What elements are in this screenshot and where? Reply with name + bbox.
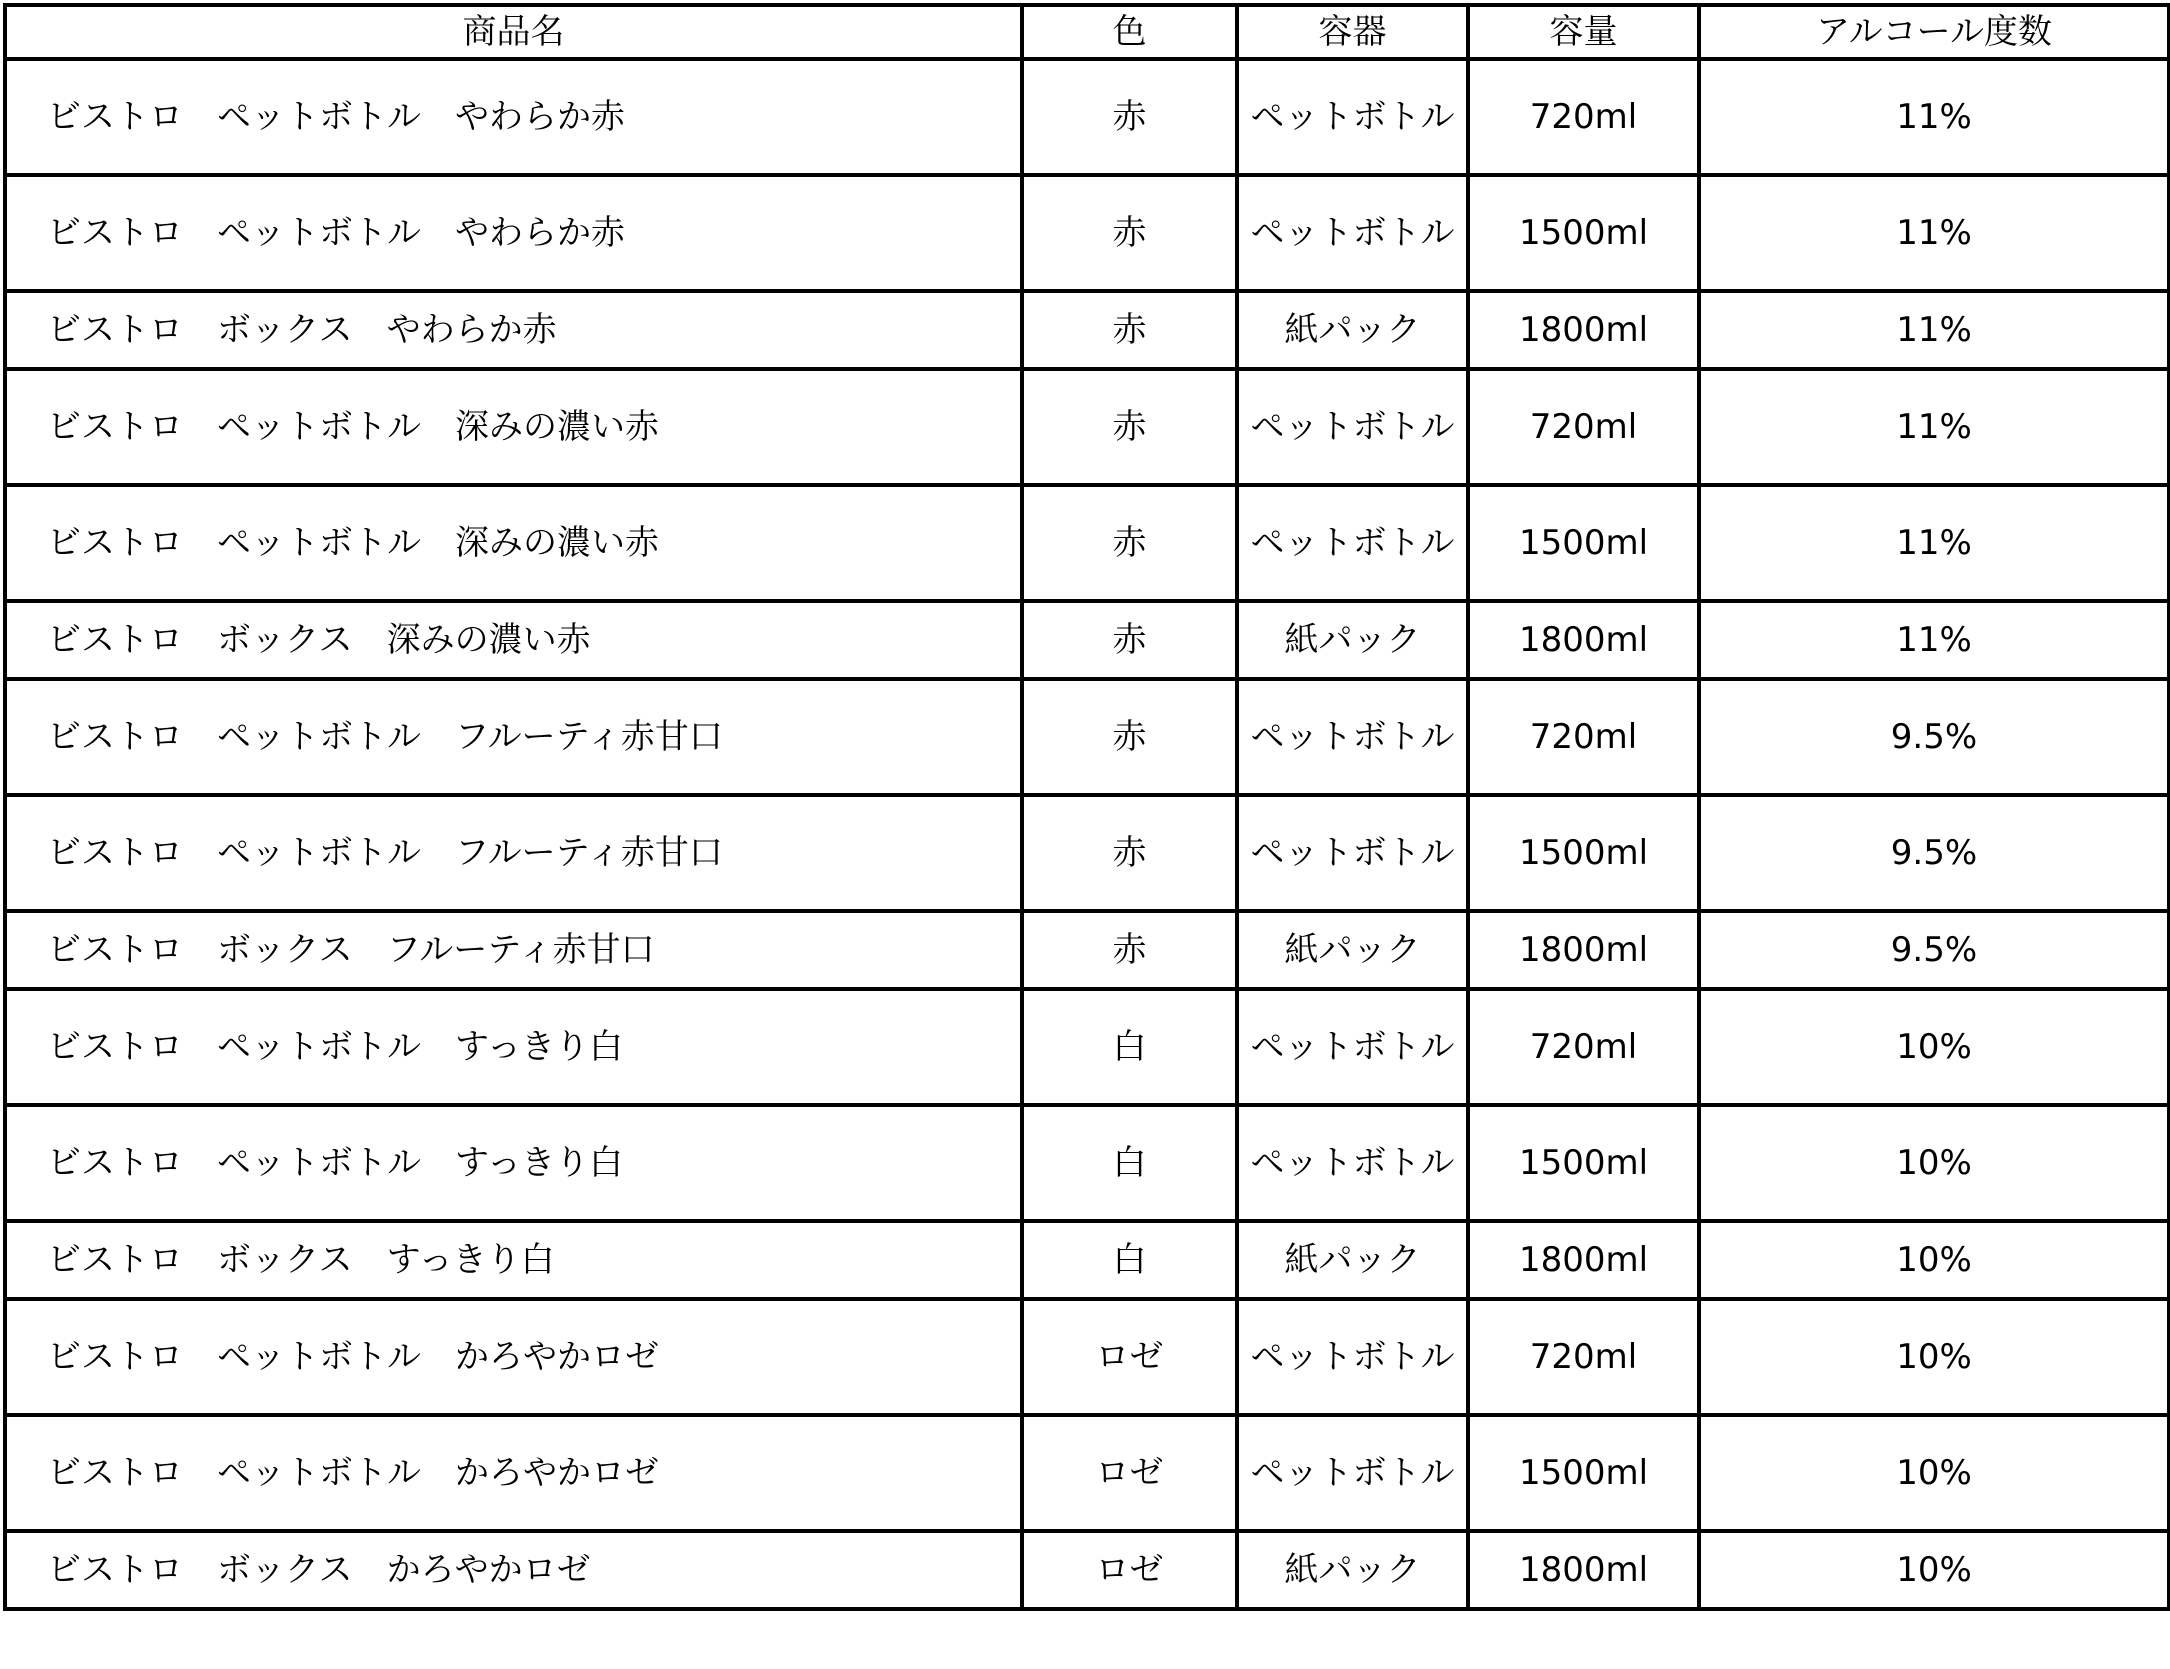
alcohol-cell: 10%	[1699, 1299, 2169, 1415]
color-cell: 赤	[1022, 369, 1237, 485]
table-row	[5, 59, 2169, 175]
product-name-cell: ビストロ ペットボトル すっきり白	[5, 1105, 1022, 1221]
alcohol-cell: 10%	[1699, 1221, 2169, 1299]
container-cell: ペットボトル	[1237, 175, 1468, 291]
container-cell: ペットボトル	[1237, 369, 1468, 485]
volume-cell: 1800ml	[1468, 1221, 1699, 1299]
container-cell: ペットボトル	[1237, 59, 1468, 175]
color-cell: 赤	[1022, 175, 1237, 291]
product-name-cell: ビストロ ボックス 深みの濃い赤	[5, 601, 1022, 679]
volume-cell: 1500ml	[1468, 795, 1699, 911]
product-name-cell: ビストロ ペットボトル かろやかロゼ	[5, 1415, 1022, 1531]
volume-cell: 1500ml	[1468, 175, 1699, 291]
color-cell: 赤	[1022, 59, 1237, 175]
product-name-cell: ビストロ ペットボトル やわらか赤	[5, 175, 1022, 291]
table-row	[5, 989, 2169, 1105]
volume-cell: 720ml	[1468, 989, 1699, 1105]
color-cell: ロゼ	[1022, 1531, 1237, 1609]
header-color: 色	[1022, 5, 1237, 59]
header-alcohol: アルコール度数	[1699, 5, 2169, 59]
header-product-name: 商品名	[5, 5, 1022, 59]
container-cell: 紙パック	[1237, 601, 1468, 679]
alcohol-cell: 11%	[1699, 59, 2169, 175]
table-row	[5, 485, 2169, 601]
volume-cell: 1500ml	[1468, 485, 1699, 601]
product-name-cell: ビストロ ボックス かろやかロゼ	[5, 1531, 1022, 1609]
table-row	[5, 601, 2169, 679]
product-table	[3, 3, 2170, 1611]
table-row	[5, 1221, 2169, 1299]
alcohol-cell: 9.5%	[1699, 795, 2169, 911]
alcohol-cell: 11%	[1699, 601, 2169, 679]
table-row	[5, 795, 2169, 911]
color-cell: 白	[1022, 989, 1237, 1105]
color-cell: 赤	[1022, 795, 1237, 911]
product-name-cell: ビストロ ペットボトル フルーティ赤甘口	[5, 679, 1022, 795]
product-name-cell: ビストロ ボックス やわらか赤	[5, 291, 1022, 369]
table-row	[5, 1531, 2169, 1609]
container-cell: ペットボトル	[1237, 1105, 1468, 1221]
alcohol-cell: 11%	[1699, 291, 2169, 369]
color-cell: ロゼ	[1022, 1415, 1237, 1531]
volume-cell: 1800ml	[1468, 291, 1699, 369]
alcohol-cell: 10%	[1699, 1531, 2169, 1609]
volume-cell: 720ml	[1468, 679, 1699, 795]
volume-cell: 1800ml	[1468, 1531, 1699, 1609]
table-row	[5, 1415, 2169, 1531]
alcohol-cell: 11%	[1699, 485, 2169, 601]
container-cell: ペットボトル	[1237, 679, 1468, 795]
volume-cell: 1800ml	[1468, 601, 1699, 679]
header-container: 容器	[1237, 5, 1468, 59]
volume-cell: 720ml	[1468, 59, 1699, 175]
container-cell: ペットボトル	[1237, 1299, 1468, 1415]
container-cell: ペットボトル	[1237, 1415, 1468, 1531]
container-cell: 紙パック	[1237, 1221, 1468, 1299]
table-row	[5, 369, 2169, 485]
color-cell: 赤	[1022, 679, 1237, 795]
product-name-cell: ビストロ ボックス すっきり白	[5, 1221, 1022, 1299]
product-name-cell: ビストロ ペットボトル かろやかロゼ	[5, 1299, 1022, 1415]
table-row	[5, 291, 2169, 369]
container-cell: ペットボトル	[1237, 485, 1468, 601]
volume-cell: 1800ml	[1468, 911, 1699, 989]
container-cell: 紙パック	[1237, 291, 1468, 369]
alcohol-cell: 10%	[1699, 989, 2169, 1105]
container-cell: 紙パック	[1237, 1531, 1468, 1609]
table-row	[5, 1299, 2169, 1415]
color-cell: 赤	[1022, 485, 1237, 601]
product-name-cell: ビストロ ペットボトル 深みの濃い赤	[5, 485, 1022, 601]
volume-cell: 1500ml	[1468, 1105, 1699, 1221]
table-row	[5, 1105, 2169, 1221]
table-row	[5, 679, 2169, 795]
container-cell: ペットボトル	[1237, 795, 1468, 911]
volume-cell: 1500ml	[1468, 1415, 1699, 1531]
product-name-cell: ビストロ ペットボトル やわらか赤	[5, 59, 1022, 175]
color-cell: ロゼ	[1022, 1299, 1237, 1415]
table-row	[5, 911, 2169, 989]
product-name-cell: ビストロ ペットボトル 深みの濃い赤	[5, 369, 1022, 485]
volume-cell: 720ml	[1468, 369, 1699, 485]
alcohol-cell: 10%	[1699, 1415, 2169, 1531]
header-volume: 容量	[1468, 5, 1699, 59]
product-name-cell: ビストロ ボックス フルーティ赤甘口	[5, 911, 1022, 989]
color-cell: 赤	[1022, 601, 1237, 679]
alcohol-cell: 10%	[1699, 1105, 2169, 1221]
table-row	[5, 175, 2169, 291]
alcohol-cell: 11%	[1699, 369, 2169, 485]
container-cell: ペットボトル	[1237, 989, 1468, 1105]
container-cell: 紙パック	[1237, 911, 1468, 989]
color-cell: 白	[1022, 1105, 1237, 1221]
volume-cell: 720ml	[1468, 1299, 1699, 1415]
color-cell: 赤	[1022, 291, 1237, 369]
alcohol-cell: 9.5%	[1699, 911, 2169, 989]
product-name-cell: ビストロ ペットボトル フルーティ赤甘口	[5, 795, 1022, 911]
table-body	[5, 59, 2169, 1609]
color-cell: 赤	[1022, 911, 1237, 989]
product-name-cell: ビストロ ペットボトル すっきり白	[5, 989, 1022, 1105]
header-row	[5, 5, 2169, 59]
color-cell: 白	[1022, 1221, 1237, 1299]
alcohol-cell: 9.5%	[1699, 679, 2169, 795]
alcohol-cell: 11%	[1699, 175, 2169, 291]
